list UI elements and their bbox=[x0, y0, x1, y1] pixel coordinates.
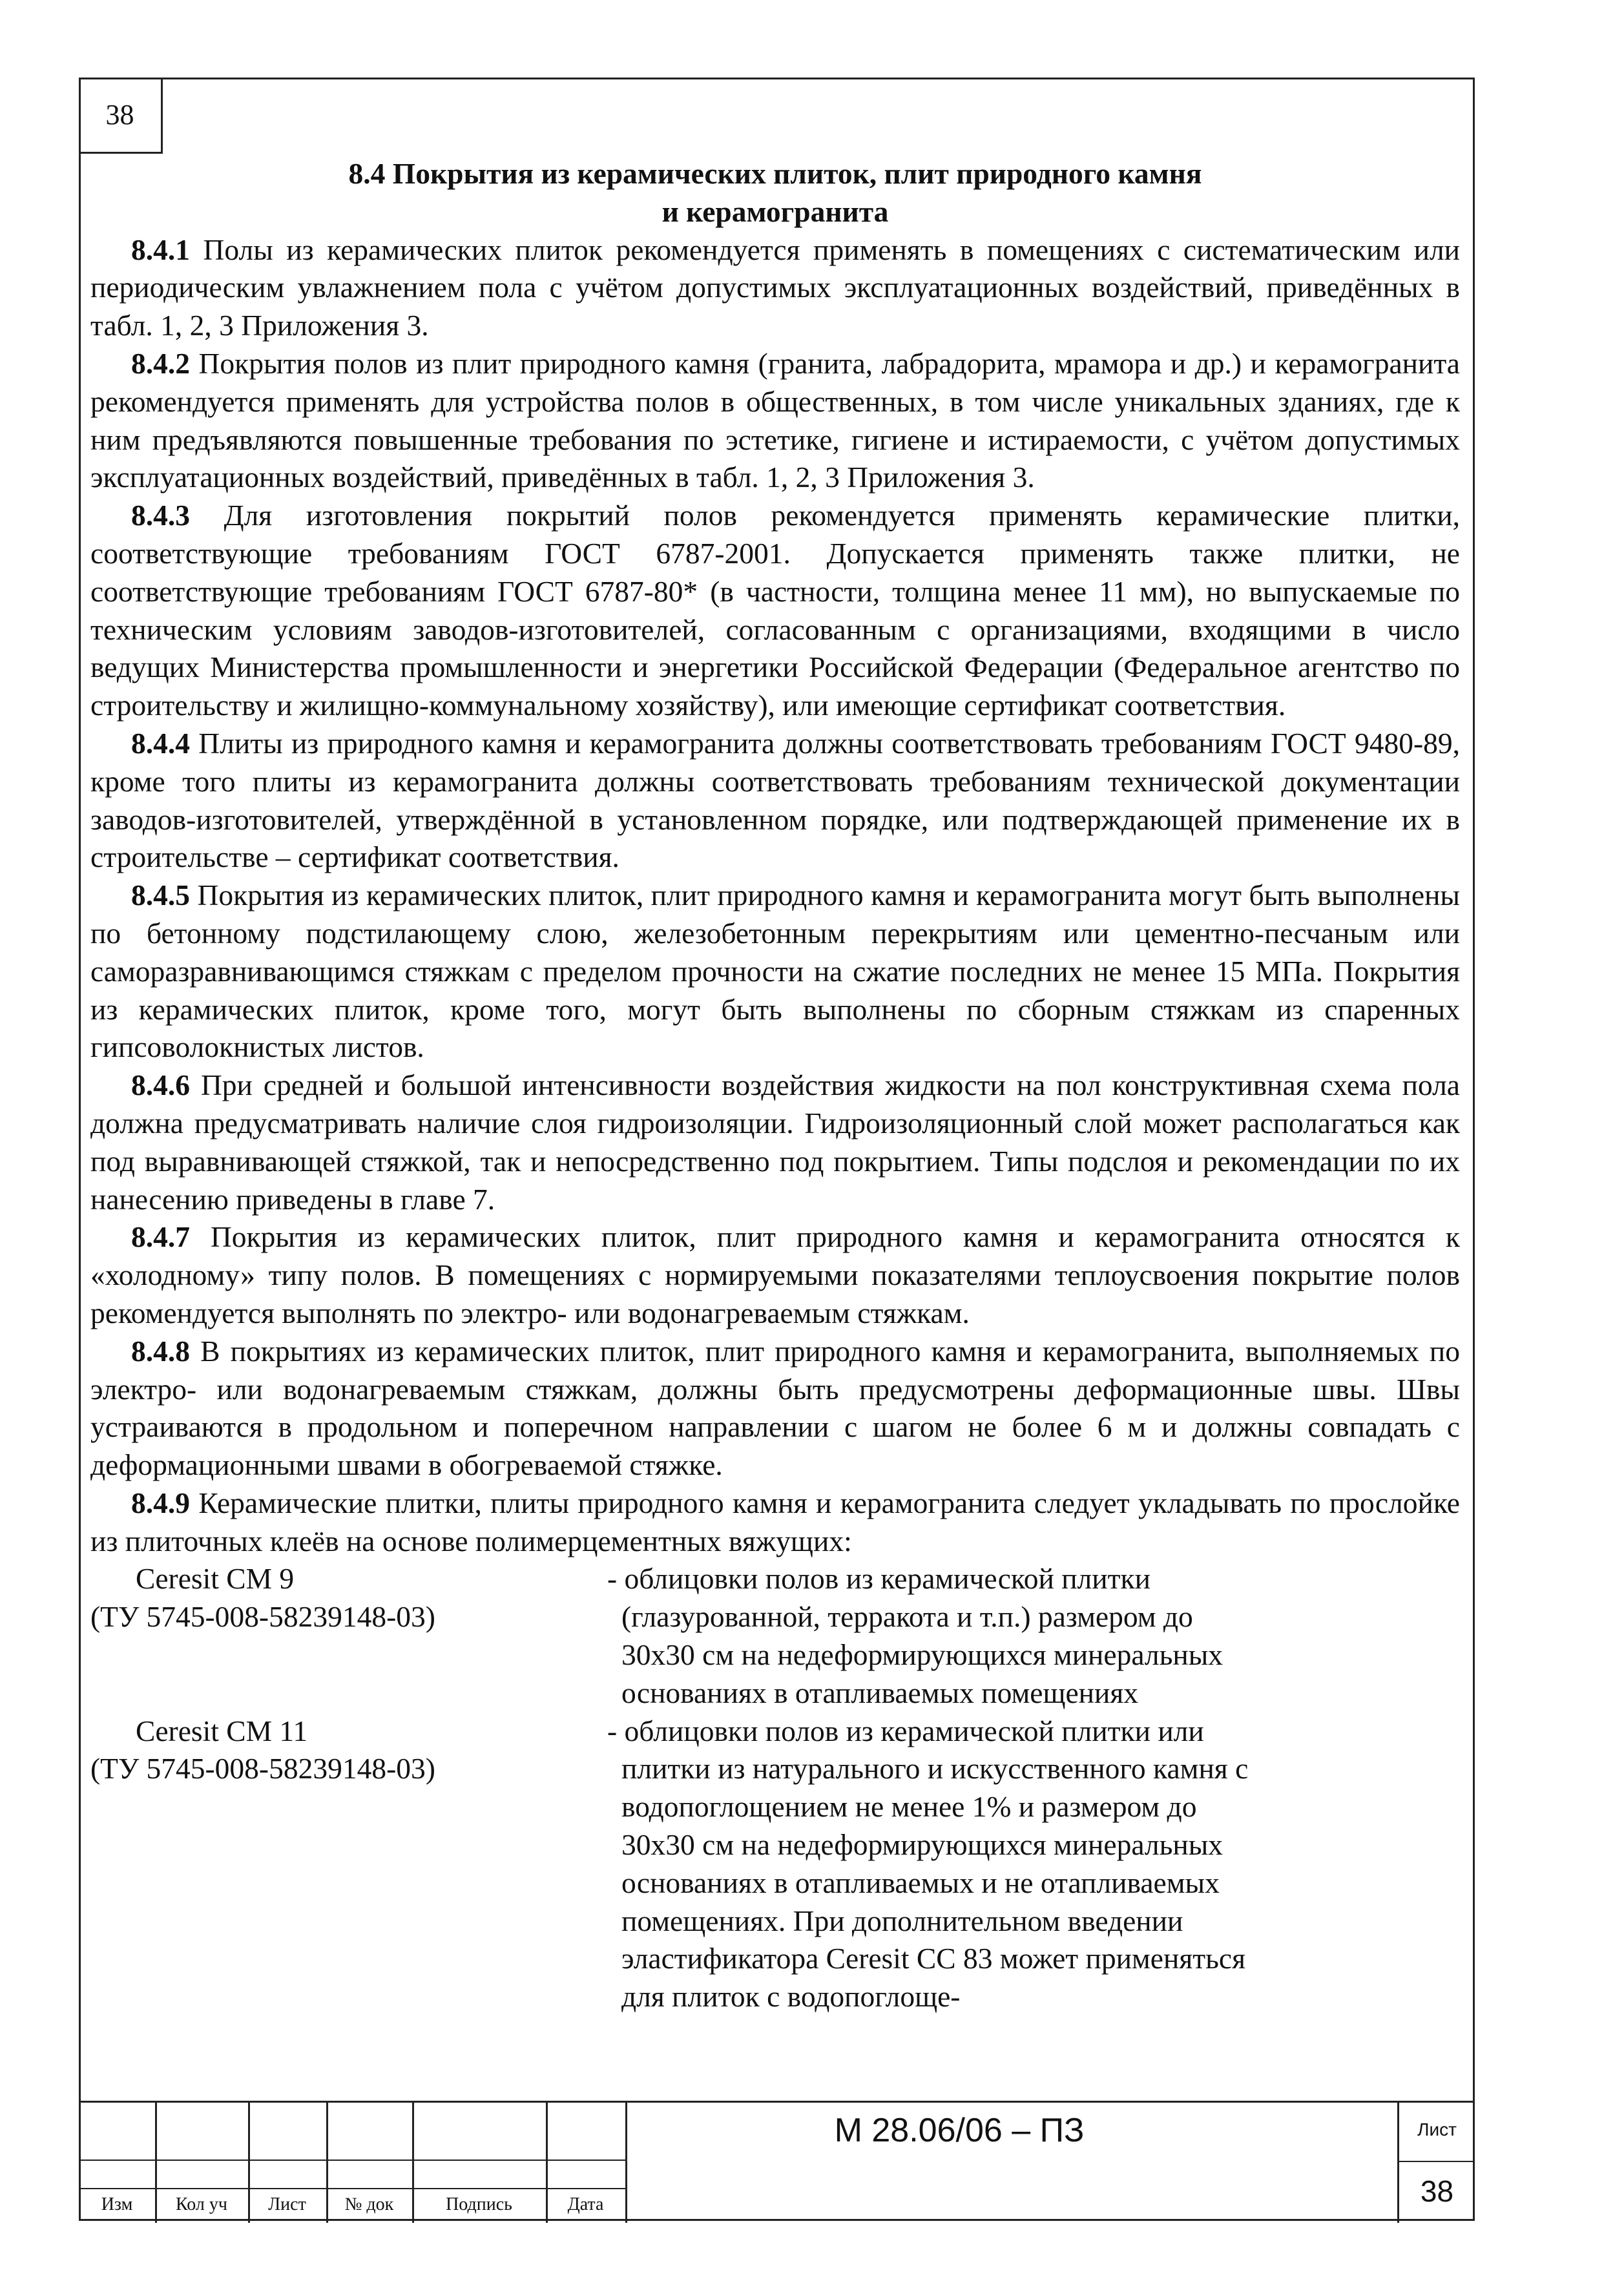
paragraph: 8.4.8 В покрытиях из керамических плиток, плит природного камня и керамогранита, выполняемых по электро- или водонагреваемым стяжкам, должны быть предусмотрены деформационные швы. Швы устраиваются в продольном и поперечном направлении с шагом не более 6 м и должны совпадать с деформационными швами в обогреваемой стяжке. bbox=[90, 1334, 1460, 1482]
page-number: 38 bbox=[105, 99, 134, 130]
product-description: - облицовки полов из керамической плитки (глазурованной, терракота и т.п.) размером до 30х30 см на недеформирующихся минеральных основаниях в отапливаемых помещениях bbox=[607, 1562, 1223, 1709]
paragraphs bbox=[90, 231, 1460, 1561]
document-body bbox=[90, 155, 1460, 2016]
product-tu: (ТУ 5745-008-58239148-03) bbox=[90, 1752, 435, 1785]
col-doc: № док bbox=[344, 2194, 394, 2214]
paragraph: 8.4.9 Керамические плитки, плиты природного камня и керамогранита следует укладывать по прослойке из плиточных клеёв на основе полимерцементных вяжущих: bbox=[90, 1486, 1460, 1557]
product-name-cell bbox=[90, 1712, 607, 2016]
paragraph: 8.4.6 При средней и большой интенсивности воздействия жидкости на пол конструктивная схема пола должна предусматривать наличие слоя гидроизоляции. Гидроизоляционный слой может располагаться как под выравнивающей стяжкой, так и непосредственно под покрытием. Типы подслоя и рекомендации по их нанесению приведены в главе 7. bbox=[90, 1068, 1460, 1216]
sheet-label: Лист bbox=[1417, 2119, 1457, 2139]
col-list: Лист bbox=[268, 2194, 306, 2214]
col-izm: Изм bbox=[101, 2194, 133, 2214]
col-kol: Кол уч bbox=[176, 2194, 227, 2214]
sheet-number: 38 bbox=[1420, 2174, 1454, 2208]
paragraph: 8.4.4 Плиты из природного камня и керамогранита должны соответствовать требованиям ГОСТ 9480-89, кроме того плиты из керамогранита должны соответствовать требованиям технической документации заводов-изготовителей, утверждённой в установленном порядке, или подтверждающей применение их в строительстве – сертификат соответствия. bbox=[90, 726, 1460, 874]
page-number-box bbox=[79, 78, 163, 154]
section-title: 8.4 Покрытия из керамических плиток, плит природного камня и керамогранита bbox=[348, 157, 1202, 228]
document-code: М 28.06/06 – ПЗ bbox=[834, 2112, 1085, 2149]
product-name: Ceresit CM 9 bbox=[136, 1562, 295, 1596]
product-description: - облицовки полов из керамической плитки или плитки из натурального и искусственного камня с водопоглощением не менее 1% и размером до 30х30 см на недеформирующихся минеральных основаниях в отапливаемых и не отапливаемых помещениях. При дополнительном введении эластификатора Ceresit CC 83 может применяться для плиток с водопоглоще- bbox=[607, 1714, 1249, 2014]
product-tu: (ТУ 5745-008-58239148-03) bbox=[90, 1600, 435, 1634]
paragraph: 8.4.7 Покрытия из керамических плиток, плит природного камня и керамогранита относятся к «холодному» типу полов. В помещениях с нормируемыми показателями теплоусвоения покрытие полов рекомендуется выполнять по электро- или водонагреваемым стяжкам. bbox=[90, 1220, 1460, 1329]
product-name-cell bbox=[90, 1560, 607, 1712]
product-list bbox=[90, 1560, 1460, 2016]
col-date: Дата bbox=[567, 2194, 604, 2214]
paragraph: 8.4.3 Для изготовления покрытий полов рекомендуется применять керамические плитки, соответствующие требованиям ГОСТ 6787-2001. Допускается применять также плитки, не соответствующие требованиям ГОСТ 6787-80* (в частности, толщина менее 11 мм), но выпускаемые по техническим условиям заводов-изготовителей, согласованным с организациями, входящими в число ведущих Министерства промышленности и энергетики Российской Федерации (Федеральное агентство по строительству и жилищно-коммунальному хозяйству), или имеющие сертификат соответствия. bbox=[90, 499, 1460, 722]
product-name: Ceresit CM 11 bbox=[136, 1714, 308, 1747]
paragraph: 8.4.5 Покрытия из керамических плиток, плит природного камня и керамогранита могут быть выполнены по бетонному подстилающему слою, железобетонным перекрытиям или цементно-песчаным или саморазравнивающимся стяжкам с пределом прочности на сжатие последних не менее 15 МПа. Покрытия из керамических плиток, кроме того, могут быть выполнены по сборным стяжкам из спаренных гипсоволокнистых листов. bbox=[90, 879, 1460, 1064]
paragraph: 8.4.1 Полы из керамических плиток рекомендуется применять в помещениях с систематическим или периодическим увлажнением пола с учётом допустимых эксплуатационных воздействий, приведённых в табл. 1, 2, 3 Приложения 3. bbox=[90, 233, 1460, 342]
paragraph: 8.4.2 Покрытия полов из плит природного камня (гранита, лабрадорита, мрамора и др.) и керамогранита рекомендуется применять для устройства полов в общественных, в том числе уникальных зданиях, где к ним предъявляются повышенные требования по эстетике, гигиене и истираемости, с учётом допустимых эксплуатационных воздействий, приведённых в табл. 1, 2, 3 Приложения 3. bbox=[90, 346, 1460, 494]
col-sign: Подпись bbox=[446, 2194, 512, 2214]
